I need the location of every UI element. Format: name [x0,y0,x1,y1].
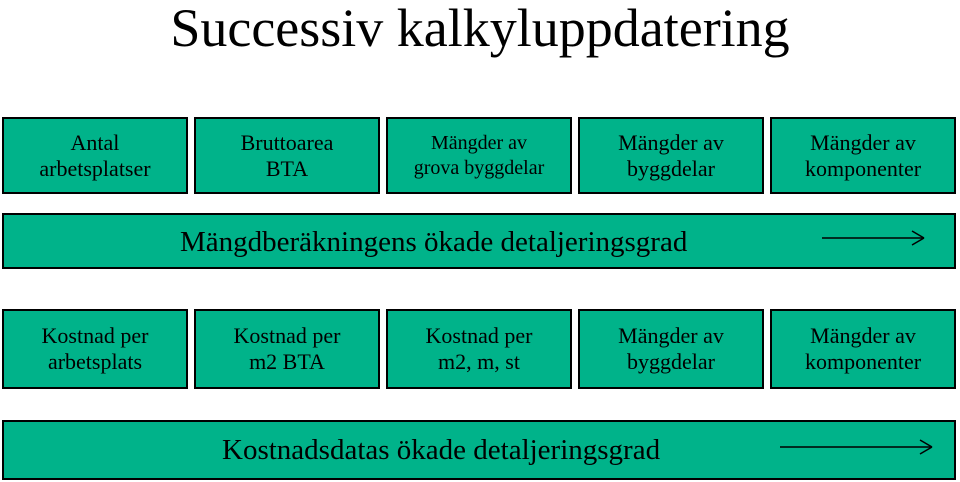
right-arrow-icon [820,228,930,248]
box-mangder-byggdelar-2 [578,309,764,389]
band-label: Mängdberäkningens ökade detaljeringsgrad [180,226,688,258]
box-antal-arbetsplatser [2,117,188,194]
band-mangdberakning [2,213,956,269]
box-kostnad-m2-m-st [386,309,572,389]
box-label: Mängder av komponenter [804,323,922,374]
box-label: Mängder av grova byggdelar [413,131,545,179]
box-label: Kostnad per arbetsplats [41,323,149,374]
box-label: Kostnad per m2, m, st [425,323,533,374]
box-label: Kostnad per m2 BTA [233,323,341,374]
box-mangder-grova-byggdelar [386,117,572,194]
box-mangder-komponenter [770,117,956,194]
box-label: Mängder av komponenter [804,129,922,181]
box-mangder-byggdelar [578,117,764,194]
box-kostnad-arbetsplats [2,309,188,389]
box-bruttoarea-bta [194,117,380,194]
box-mangder-komponenter-2 [770,309,956,389]
right-arrow-icon [778,437,938,457]
band-label: Kostnadsdatas ökade detaljeringsgrad [222,434,661,466]
band-kostnadsdata [2,420,956,480]
slide-title: Successiv kalkyluppdatering [170,0,790,58]
box-label: Bruttoarea BTA [240,129,334,181]
box-label: Mängder av byggdelar [618,129,724,181]
box-label: Antal arbetsplatser [39,129,151,181]
box-kostnad-m2-bta [194,309,380,389]
box-label: Mängder av byggdelar [618,323,724,374]
